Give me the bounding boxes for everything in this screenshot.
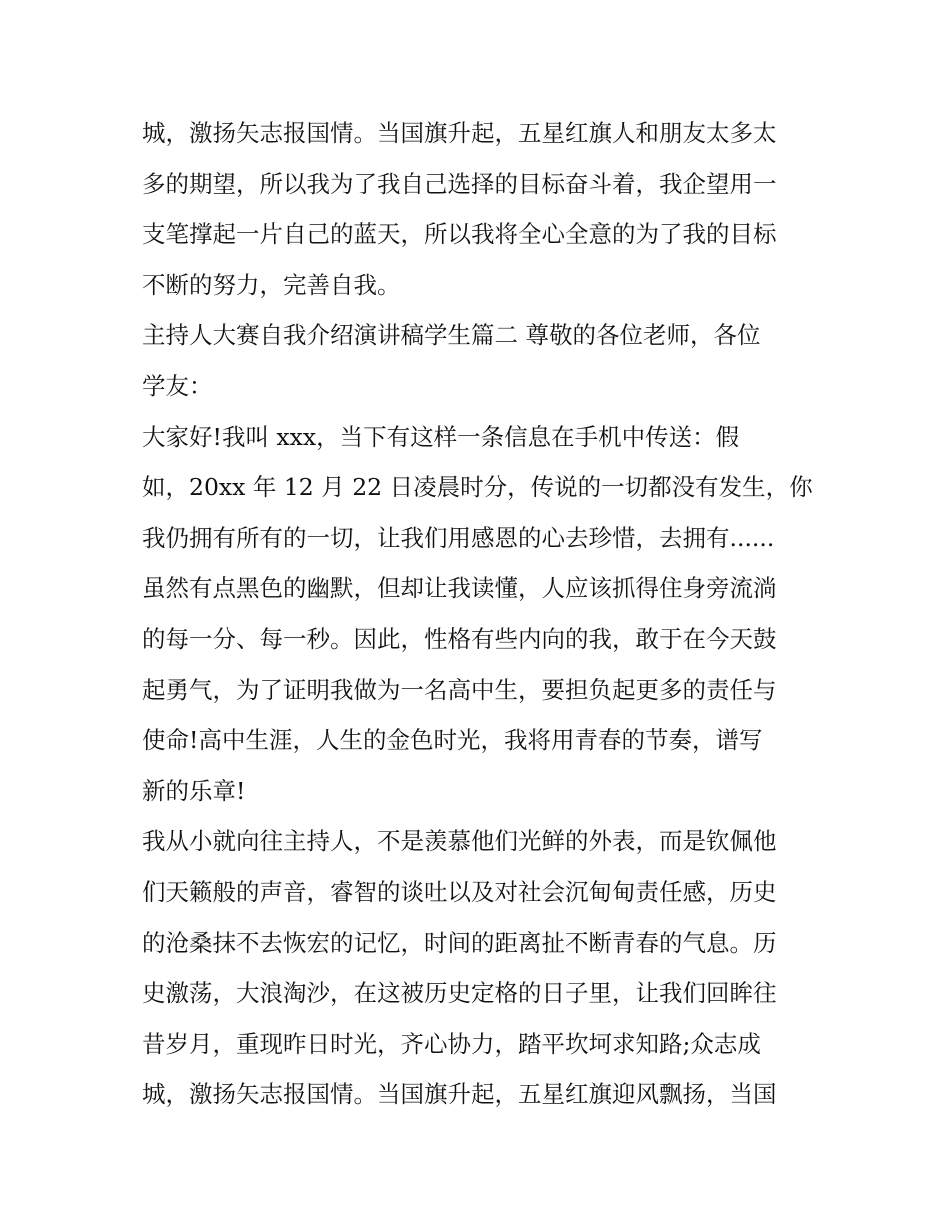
text-line: 我仍拥有所有的一切，让我们用感恩的心去珍惜，去拥有...... bbox=[142, 523, 775, 552]
text-line: 的沧桑抹不去恢宏的记忆，时间的距离扯不断青春的气息。历 bbox=[142, 928, 777, 957]
text-line: 虽然有点黑色的幽默，但却让我读懂，人应该抓得住身旁流淌 bbox=[142, 574, 777, 603]
text-line: 使命!高中生涯，人生的金色时光，我将用青春的节奏，谱写 bbox=[142, 726, 763, 755]
text-line: 们天籁般的声音，睿智的谈吐以及对社会沉甸甸责任感，历史 bbox=[142, 877, 777, 906]
text-line: 昔岁月，重现昨日时光，齐心协力，踏平坎坷求知路;众志成 bbox=[142, 1029, 761, 1058]
text-line: 的每一分、每一秒。因此，性格有些内向的我，敢于在今天鼓 bbox=[142, 624, 777, 653]
document-body bbox=[142, 108, 822, 1120]
text-line: 支笔撑起一片自己的蓝天，所以我将全心全意的为了我的目标 bbox=[142, 220, 777, 249]
text-line: 如，20xx 年 12 月 22 日凌晨时分，传说的一切都没有发生，你 bbox=[142, 473, 813, 502]
text-line: 城，激扬矢志报国情。当国旗升起，五星红旗人和朋友太多太 bbox=[142, 119, 777, 147]
text-line: 城，激扬矢志报国情。当国旗升起，五星红旗迎风飘扬，当国 bbox=[142, 1080, 777, 1109]
text-line: 不断的努力，完善自我。 bbox=[142, 270, 401, 299]
text-line: 起勇气，为了证明我做为一名高中生，要担负起更多的责任与 bbox=[142, 675, 777, 704]
text-line: 史激荡，大浪淘沙，在这被历史定格的日子里，让我们回眸往 bbox=[142, 979, 777, 1008]
text-line: 主持人大赛自我介绍演讲稿学生篇二 尊敬的各位老师，各位 bbox=[142, 321, 761, 350]
text-line: 学友： bbox=[142, 371, 213, 400]
text-line: 多的期望，所以我为了我自己选择的目标奋斗着，我企望用一 bbox=[142, 169, 777, 198]
text-line: 新的乐章! bbox=[142, 776, 246, 805]
text-line: 我从小就向往主持人，不是羡慕他们光鲜的外表，而是钦佩他 bbox=[142, 827, 777, 856]
text-line: 大家好!我叫 xxx，当下有这样一条信息在手机中传送：假 bbox=[142, 422, 740, 451]
